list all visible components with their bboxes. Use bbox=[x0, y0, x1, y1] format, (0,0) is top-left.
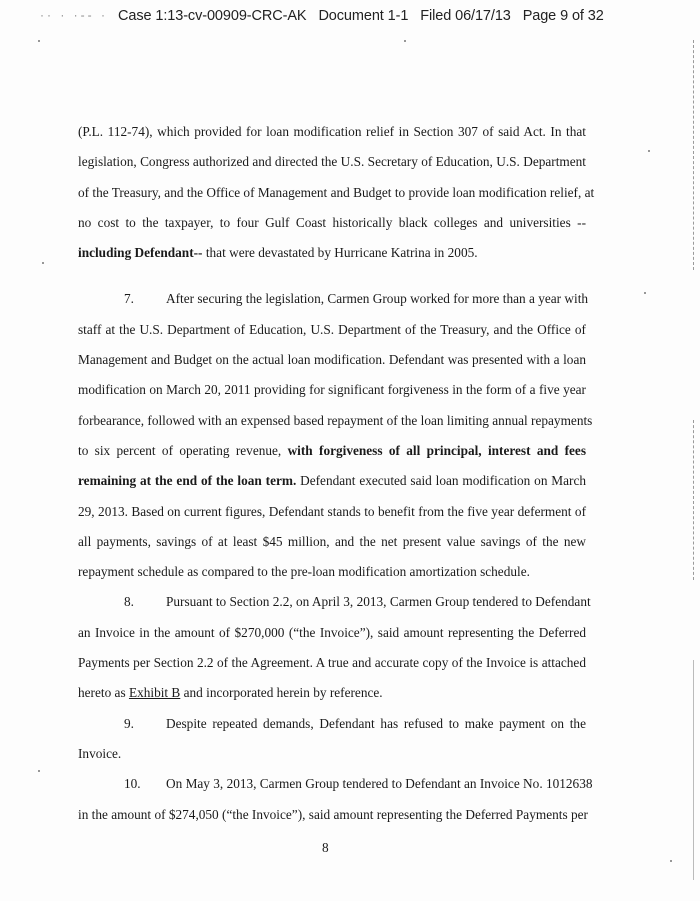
text-line: legislation, Congress authorized and directed the U.S. Secretary of Education, U.S. Department bbox=[78, 154, 586, 170]
text-span: Pursuant to Section 2.2, on April 3, 2013, Carmen Group tendered to Defendant bbox=[166, 594, 591, 610]
document-number: Document 1-1 bbox=[318, 8, 409, 24]
scan-speck bbox=[670, 860, 672, 862]
text-line bbox=[78, 238, 586, 268]
scan-edge-artifact bbox=[693, 660, 694, 880]
scan-edge-artifact bbox=[693, 420, 694, 580]
text-line bbox=[78, 769, 593, 799]
scan-speck bbox=[42, 262, 44, 264]
text-line: Invoice. bbox=[78, 745, 122, 761]
header-leader-marks: ·· · ·-- · bbox=[40, 8, 108, 22]
text-line bbox=[78, 436, 586, 466]
document-body bbox=[78, 117, 595, 830]
bold-phrase: with forgiveness of all principal, interest and fees bbox=[287, 442, 587, 458]
scan-speck bbox=[38, 40, 40, 42]
bold-phrase: including Defendant-- bbox=[78, 245, 203, 261]
text-line bbox=[78, 678, 586, 708]
paragraph-continuation bbox=[78, 117, 595, 268]
case-header bbox=[118, 8, 612, 24]
paragraph-number: 7. bbox=[124, 291, 134, 307]
text-line: Management and Budget on the actual loan modification. Defendant was presented with a loan bbox=[78, 352, 586, 368]
paragraph-number: 10. bbox=[124, 776, 141, 792]
text-span: that were devastated by Hurricane Katrina in 2005. bbox=[202, 245, 478, 261]
text-span: Defendant executed said loan modification on March bbox=[296, 473, 587, 489]
exhibit-b-reference: Exhibit B bbox=[128, 685, 181, 701]
text-span: hereto as bbox=[78, 685, 129, 701]
scan-speck bbox=[38, 770, 40, 772]
text-span: After securing the legislation, Carmen Group worked for more than a year with bbox=[166, 291, 589, 307]
text-span: On May 3, 2013, Carmen Group tendered to Defendant an Invoice No. 1012638 bbox=[166, 776, 593, 792]
text-line: of the Treasury, and the Office of Management and Budget to provide loan modification relief, at bbox=[78, 184, 595, 200]
text-line: staff at the U.S. Department of Education, U.S. Department of the Treasury, and the Office of bbox=[78, 321, 586, 337]
text-line: forbearance, followed with an expensed based repayment of the loan limiting annual repayments bbox=[78, 412, 593, 428]
text-line: 29, 2013. Based on current figures, Defendant stands to benefit from the five year deferment of bbox=[78, 503, 586, 519]
paragraph-7 bbox=[78, 284, 593, 587]
scan-edge-artifact bbox=[693, 40, 694, 270]
scan-speck bbox=[404, 40, 406, 42]
text-line bbox=[78, 587, 591, 617]
filed-date: Filed 06/17/13 bbox=[420, 8, 511, 24]
text-span: and incorporated herein by reference. bbox=[180, 685, 383, 701]
paragraph-9 bbox=[78, 709, 586, 770]
paragraph-number: 9. bbox=[124, 715, 134, 731]
scan-speck bbox=[644, 292, 646, 294]
text-line: no cost to the taxpayer, to four Gulf Coast historically black colleges and universities -- bbox=[78, 214, 586, 230]
page-number: 8 bbox=[322, 840, 329, 855]
bold-phrase: remaining at the end of the loan term. bbox=[78, 473, 297, 489]
text-line: all payments, savings of at least $45 million, and the net present value savings of the new bbox=[78, 533, 586, 549]
paragraph-10 bbox=[78, 769, 593, 830]
text-line bbox=[78, 284, 589, 314]
page-count: Page 9 of 32 bbox=[522, 8, 604, 24]
text-line: modification on March 20, 2011 providing for significant forgiveness in the form of a five year bbox=[78, 382, 586, 398]
text-line: in the amount of $274,050 (“the Invoice”), said amount representing the Deferred Payments per bbox=[78, 806, 588, 822]
text-line bbox=[78, 709, 586, 739]
text-line: an Invoice in the amount of $270,000 (“the Invoice”), said amount representing the Deferred bbox=[78, 624, 586, 640]
text-line: Payments per Section 2.2 of the Agreement. A true and accurate copy of the Invoice is attached bbox=[78, 655, 586, 671]
scan-speck bbox=[648, 150, 650, 152]
text-span: Despite repeated demands, Defendant has refused to make payment on the bbox=[166, 715, 586, 731]
text-span: to six percent of operating revenue, bbox=[78, 442, 288, 458]
text-line bbox=[78, 466, 586, 496]
text-line: (P.L. 112-74), which provided for loan modification relief in Section 307 of said Act. In that bbox=[78, 124, 586, 139]
paragraph-8 bbox=[78, 587, 591, 708]
text-line: repayment schedule as compared to the pre-loan modification amortization schedule. bbox=[78, 564, 530, 580]
case-number: Case 1:13-cv-00909-CRC-AK bbox=[118, 8, 307, 24]
paragraph-number: 8. bbox=[124, 594, 134, 610]
